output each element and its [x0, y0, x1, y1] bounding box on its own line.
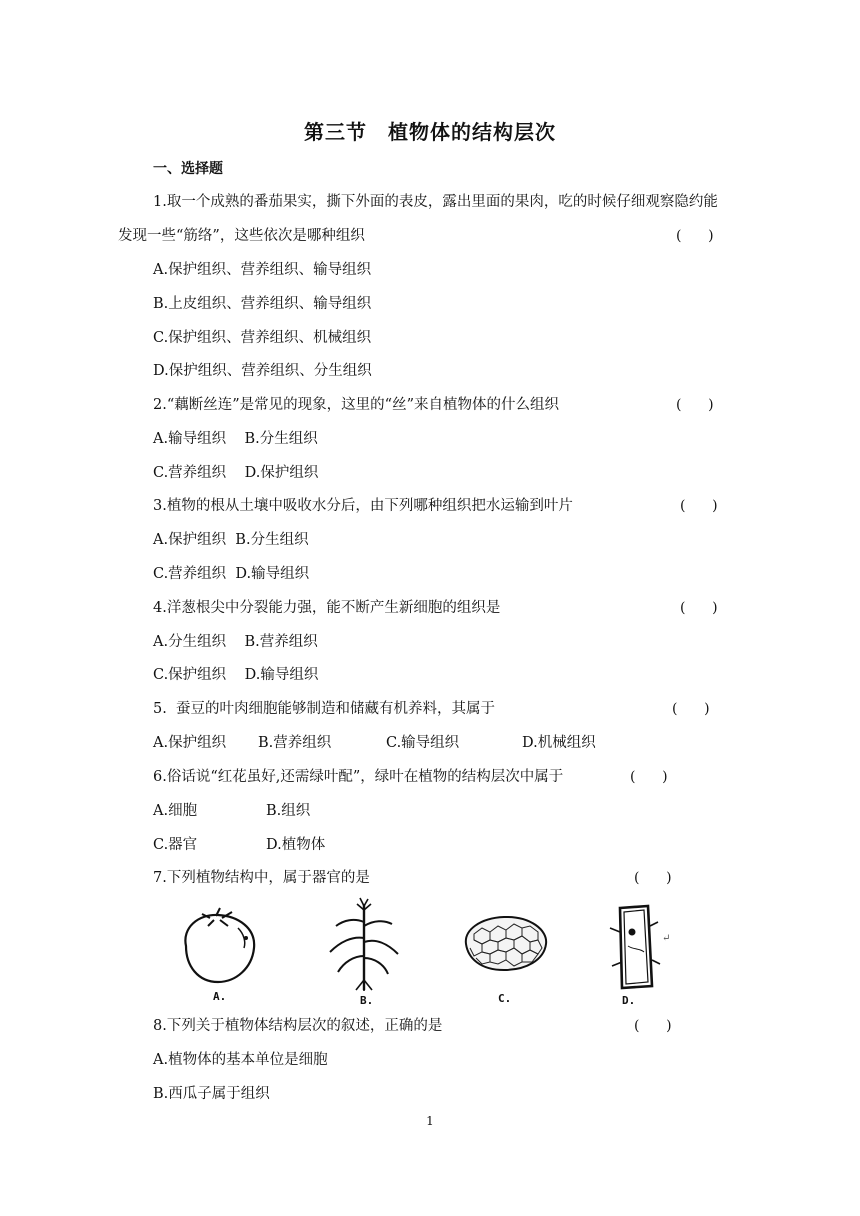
question-2-option-ab: A.输导组织 B.分生组织	[153, 431, 318, 447]
question-5-text: 5. 蚕豆的叶肉细胞能够制造和储藏有机养料，其属于	[153, 701, 496, 717]
question-6-option-c: C.器官	[153, 837, 198, 853]
page-title: 第三节 植物体的结构层次	[304, 120, 556, 144]
question-4-option-cd: C.保护组织 D.输导组织	[153, 667, 319, 683]
figure-label-d: D.	[622, 994, 636, 1007]
question-7-answer-blank: ( )	[634, 870, 672, 886]
question-4-text: 4.洋葱根尖中分裂能力强，能不断产生新细胞的组织是	[153, 600, 501, 616]
figure-label-c: C.	[498, 992, 512, 1005]
figure-label-b: B.	[360, 994, 374, 1007]
question-8-answer-blank: ( )	[634, 1018, 672, 1034]
question-4-option-ab: A.分生组织 B.营养组织	[153, 634, 318, 650]
question-5-option-d: D.机械组织	[522, 735, 596, 751]
question-8-option-a: A.植物体的基本单位是细胞	[153, 1052, 328, 1068]
question-1-option-c: C.保护组织、营养组织、机械组织	[153, 330, 372, 346]
question-3-option-ab: A.保护组织 B.分生组织	[153, 532, 309, 548]
question-6-option-b: B.组织	[266, 803, 311, 819]
question-3-text: 3.植物的根从土壤中吸收水分后，由下列哪种组织把水运输到叶片	[153, 498, 573, 514]
question-4-answer-blank: ( )	[680, 600, 718, 616]
question-6-option-a: A.细胞	[153, 803, 198, 819]
section-heading: 一、选择题	[153, 161, 223, 177]
question-1-option-a: A.保护组织、营养组织、输导组织	[153, 262, 372, 278]
question-5-option-b: B.营养组织	[258, 735, 332, 751]
question-1-answer-blank: ( )	[676, 228, 714, 244]
question-8-text: 8.下列关于植物体结构层次的叙述，正确的是	[153, 1018, 443, 1034]
question-1-text-cont: 发现一些“筋络”，这些依次是哪种组织	[118, 228, 365, 244]
corn-plant-icon	[326, 896, 402, 992]
question-8-option-b: B.西瓜子属于组织	[153, 1086, 270, 1102]
page-number: 1	[426, 1114, 434, 1128]
question-7-text: 7.下列植物结构中，属于器官的是	[153, 870, 370, 886]
question-1-option-d: D.保护组织、营养组织、分生组织	[153, 363, 372, 379]
question-3-option-cd: C.营养组织 D.输导组织	[153, 566, 310, 582]
tissue-icon	[460, 912, 550, 974]
question-5-option-c: C.输导组织	[386, 735, 460, 751]
return-mark-icon: ↵	[662, 933, 671, 944]
question-2-option-cd: C.营养组织 D.保护组织	[153, 465, 319, 481]
question-6-text: 6.俗话说“红花虽好,还需绿叶配”，绿叶在植物的结构层次中属于	[153, 769, 564, 785]
question-3-answer-blank: ( )	[680, 498, 718, 514]
question-2-answer-blank: ( )	[676, 397, 714, 413]
question-2-text: 2.“藕断丝连”是常见的现象，这里的“丝”来自植物体的什么组织	[153, 397, 559, 413]
figure-label-a: A.	[213, 990, 227, 1003]
plant-cell-icon	[606, 902, 662, 992]
question-1-option-b: B.上皮组织、营养组织、输导组织	[153, 296, 372, 312]
question-1-text: 1.取一个成熟的番茄果实，撕下外面的表皮，露出里面的果肉，吃的时候仔细观察隐约能	[153, 194, 718, 210]
question-5-answer-blank: ( )	[672, 701, 710, 717]
question-6-option-d: D.植物体	[266, 837, 326, 853]
question-5-option-a: A.保护组织	[153, 735, 227, 751]
question-6-answer-blank: ( )	[630, 769, 668, 785]
tomato-icon	[176, 906, 262, 986]
